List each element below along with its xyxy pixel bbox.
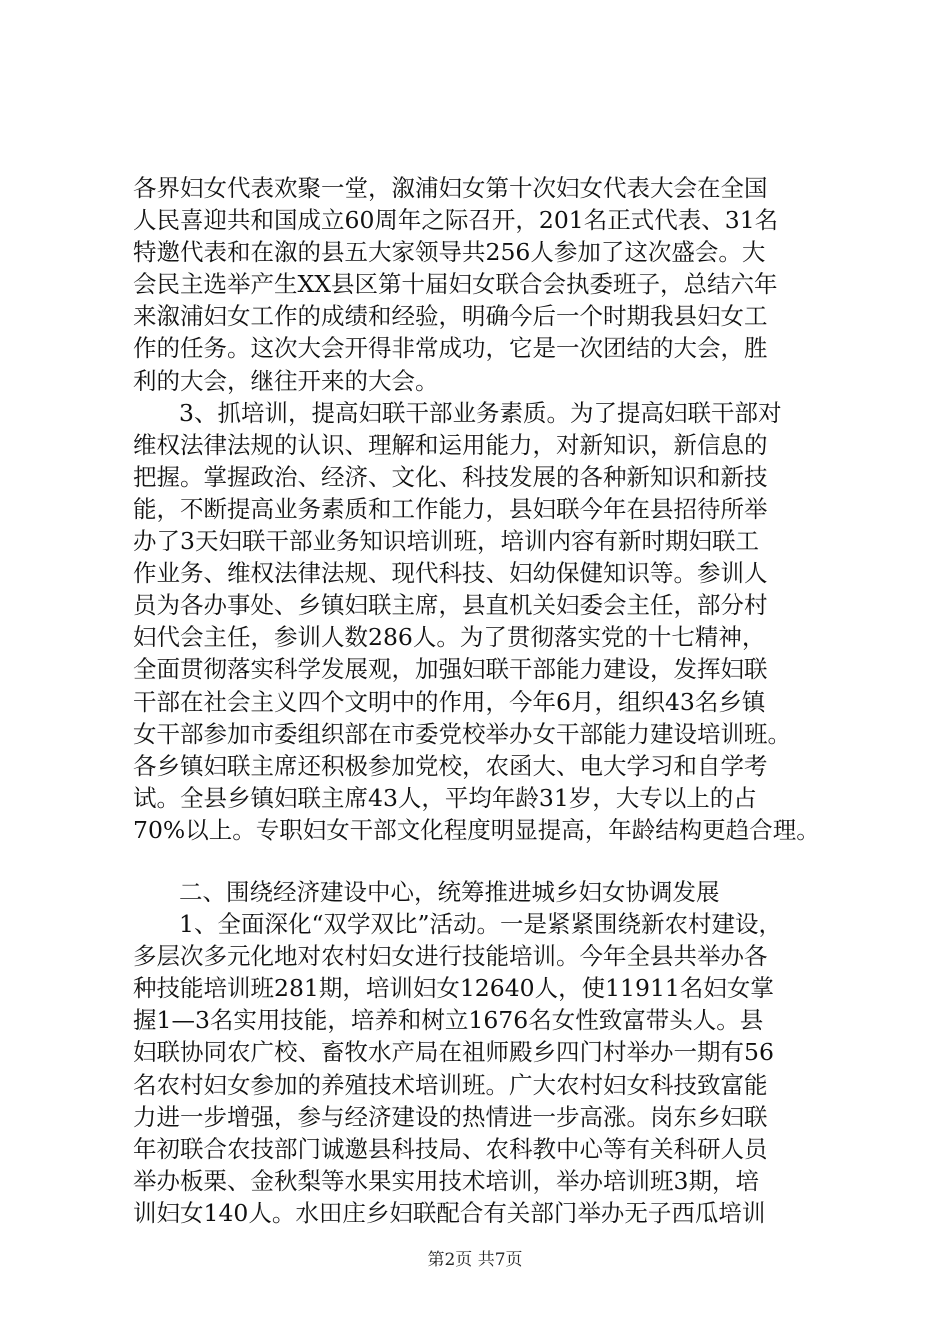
text-line: 维权法律法规的认识、理解和运用能力，对新知识，新信息的 bbox=[133, 430, 768, 459]
text-line: 70%以上。专职妇女干部文化程度明显提高，年龄结构更趋合理。 bbox=[133, 815, 820, 844]
text-line: 办了3天妇联干部业务知识培训班，培训内容有新时期妇联工 bbox=[133, 527, 759, 556]
section-heading: 二、围绕经济建设中心，统筹推进城乡妇女协调发展 bbox=[179, 877, 720, 906]
text-line: 员为各办事处、乡镇妇联主席，县直机关妇委会主任，部分村 bbox=[133, 591, 768, 620]
text-line: 作的任务。这次大会开得非常成功，它是一次团结的大会，胜 bbox=[133, 334, 768, 363]
text-line: 举办板栗、金秋梨等水果实用技术培训，举办培训班3期，培 bbox=[133, 1166, 759, 1195]
text-line: 会民主选举产生XX县区第十届妇女联合会执委班子，总结六年 bbox=[133, 270, 778, 299]
document-body bbox=[133, 172, 833, 1229]
text-line: 名农村妇女参加的养殖技术培训班。广大农村妇女科技致富能 bbox=[133, 1070, 768, 1099]
text-line: 各界妇女代表欢聚一堂，溆浦妇女第十次妇女代表大会在全国 bbox=[133, 174, 768, 202]
page-footer bbox=[0, 1245, 950, 1270]
text-line: 试。全县乡镇妇联主席43人，平均年龄31岁，大专以上的占 bbox=[133, 783, 757, 812]
text-line: 握1—3名实用技能，培养和树立1676名女性致富带头人。县 bbox=[133, 1006, 764, 1035]
paragraph-gap bbox=[133, 846, 833, 876]
text-line: 把握。掌握政治、经济、文化、科技发展的各种新知识和新技 bbox=[133, 462, 768, 491]
text-line: 能，不断提高业务素质和工作能力，县妇联今年在县招待所举 bbox=[133, 494, 768, 523]
text-line: 年初联合农技部门诚邀县科技局、农科教中心等有关科研人员 bbox=[133, 1134, 768, 1163]
text-line: 各乡镇妇联主席还积极参加党校，农函大、电大学习和自学考 bbox=[133, 751, 768, 780]
text-line: 女干部参加市委组织部在市委党校举办女干部能力建设培训班。 bbox=[133, 719, 791, 748]
text-line: 种技能培训班281期，培训妇女12640人，使11911名妇女掌 bbox=[133, 974, 774, 1003]
text-line: 妇联协同农广校、畜牧水产局在祖师殿乡四门村举办一期有56 bbox=[133, 1038, 774, 1067]
text-line: 训妇女140人。水田庄乡妇联配合有关部门举办无子西瓜培训 bbox=[133, 1198, 766, 1227]
text-line: 利的大会，继往开来的大会。 bbox=[133, 366, 439, 395]
text-line: 特邀代表和在溆的县五大家领导共256人参加了这次盛会。大 bbox=[133, 238, 766, 267]
text-line: 人民喜迎共和国成立60周年之际召开，201名正式代表、31名 bbox=[133, 206, 779, 235]
text-line: 作业务、维权法律法规、现代科技、妇幼保健知识等。参训人 bbox=[133, 559, 768, 588]
page-indicator: 第2页 共7页 bbox=[427, 1250, 523, 1270]
paragraph-start-line: 1、全面深化“双学双比”活动。一是紧紧围绕新农村建设， bbox=[179, 910, 782, 939]
text-line: 干部在社会主义四个文明中的作用，今年6月，组织43名乡镇 bbox=[133, 687, 766, 716]
text-line: 多层次多元化地对农村妇女进行技能培训。今年全县共举办各 bbox=[133, 942, 768, 971]
text-line: 来溆浦妇女工作的成绩和经验，明确今后一个时期我县妇女工 bbox=[133, 302, 768, 331]
paragraph-start-line: 3、抓培训，提高妇联干部业务素质。为了提高妇联干部对 bbox=[179, 398, 782, 427]
text-line: 妇代会主任，参训人数286人。为了贯彻落实党的十七精神， bbox=[133, 623, 766, 652]
text-line: 力进一步增强，参与经济建设的热情进一步高涨。岗东乡妇联 bbox=[133, 1102, 768, 1131]
text-line: 全面贯彻落实科学发展观，加强妇联干部能力建设，发挥妇联 bbox=[133, 655, 768, 684]
